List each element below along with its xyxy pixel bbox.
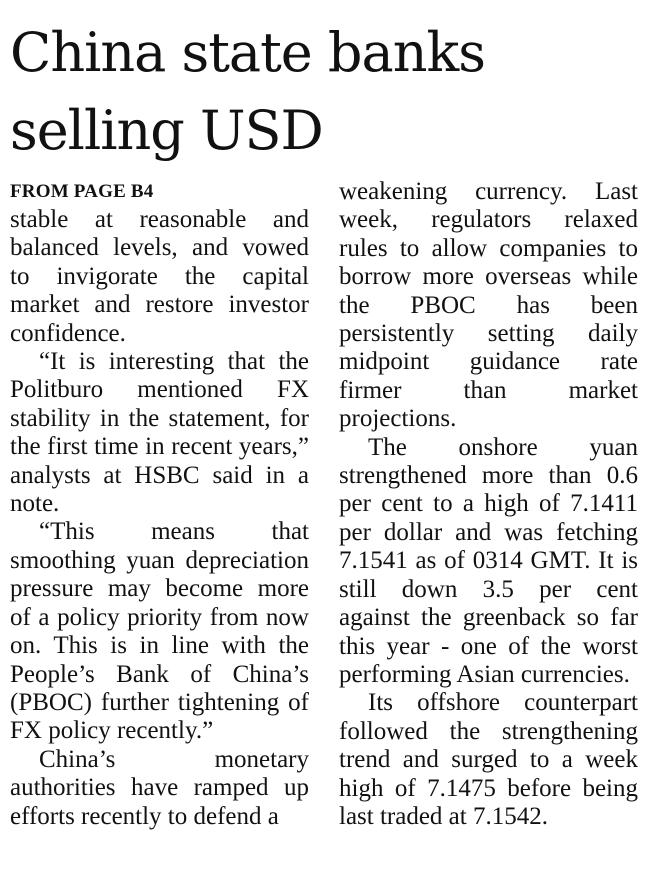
paragraph-offshore-counterpart: Its offshore counterpart followed the strengthening trend and surged to a week high of 7.1475 before being last traded at 7.1542.	[339, 689, 638, 830]
paragraph-hsbc-quote: “This means that smoothing yuan depreciation pressure may become more of a policy priority from now on. This is in line with the People’s Bank of China’s (PBOC) further tightening of FX policy recently.”	[10, 518, 309, 745]
article-column-left	[10, 178, 309, 831]
paragraph-politburo-quote: “It is interesting that the Politburo mentioned FX stability in the statement, for the first time in recent years,” analysts at HSBC said in a note.	[10, 348, 309, 518]
paragraph-monetary-authorities: China’s monetary authorities have ramped up efforts recently to defend a	[10, 745, 309, 830]
paragraph-continuation: stable at reasonable and balanced levels, and vowed to invigorate the capital market and restore investor confidence.	[10, 206, 309, 347]
continued-from-kicker: FROM PAGE B4	[10, 181, 154, 202]
paragraph-onshore-yuan: The onshore yuan strengthened more than 0.6 per cent to a high of 7.1411 per dollar and was fetching 7.1541 as of 0314 GMT. It is still down 3.5 per cent against the greenback so far this year - one of the worst performing Asian currencies.	[339, 433, 638, 688]
paragraph-weakening-currency: weakening currency. Last week, regulators relaxed rules to allow companies to borrow more overseas while the PBOC has been persistently setting daily midpoint guidance rate firmer than market projections.	[339, 178, 638, 433]
headline: China state banks selling USD	[10, 21, 485, 162]
article-column-right	[339, 178, 638, 831]
